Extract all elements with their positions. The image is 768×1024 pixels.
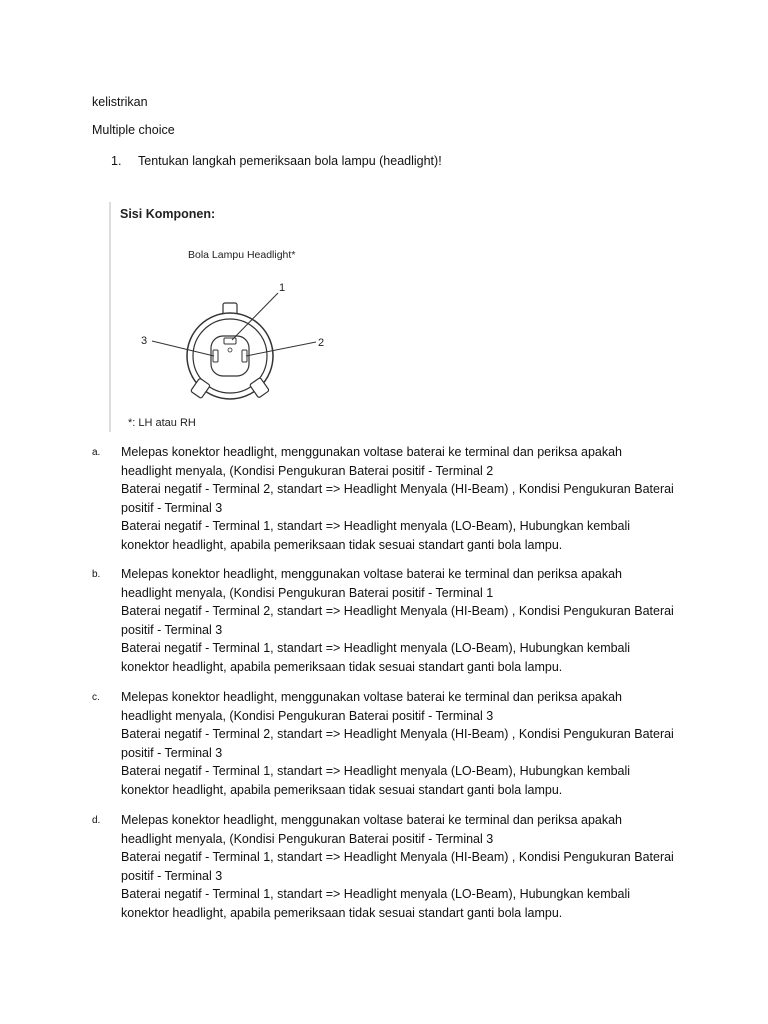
option-letter: a. — [92, 447, 101, 458]
option-text — [121, 811, 691, 922]
option-line: Baterai negatif - Terminal 2, standart => Headlight Menyala (HI-Beam) , Kondisi Pengukuran Baterai — [121, 604, 674, 618]
option-line: konektor headlight, apabila pemeriksaan tidak sesuai standart ganti bola lampu. — [121, 905, 563, 920]
option-line: Baterai negatif - Terminal 2, standart => Headlight Menyala (HI-Beam) , Kondisi Pengukuran Baterai — [121, 727, 674, 741]
option-letter: c. — [92, 692, 100, 703]
option-line: headlight menyala, (Kondisi Pengukuran Baterai positif - Terminal 3 — [121, 831, 494, 846]
callout-label-1: 1 — [279, 282, 286, 294]
option-line: Baterai negatif - Terminal 1, standart => Headlight Menyala (HI-Beam) , Kondisi Pengukuran Baterai — [121, 850, 674, 864]
callout-label-2: 2 — [318, 337, 325, 349]
option-text — [121, 688, 691, 799]
option-line: Melepas konektor headlight, menggunakan voltase baterai ke terminal dan periksa apakah — [121, 690, 623, 704]
option-line: konektor headlight, apabila pemeriksaan tidak sesuai standart ganti bola lampu. — [121, 659, 563, 674]
bulb-part-label: Bola Lampu Headlight* — [188, 249, 296, 261]
headlight-bulb-diagram — [108, 200, 338, 432]
option-line: Melepas konektor headlight, menggunakan voltase baterai ke terminal dan periksa apakah — [121, 567, 623, 581]
option-line: positif - Terminal 3 — [121, 500, 223, 515]
terminal-1 — [224, 338, 236, 344]
option-line: headlight menyala, (Kondisi Pengukuran Baterai positif - Terminal 3 — [121, 708, 494, 723]
option-text — [121, 565, 691, 676]
option-line: Baterai negatif - Terminal 1, standart => Headlight menyala (LO-Beam), Hubungkan kembali — [121, 641, 631, 655]
option-line: Baterai negatif - Terminal 1, standart => Headlight menyala (LO-Beam), Hubungkan kembali — [121, 887, 631, 901]
option-line: Melepas konektor headlight, menggunakan voltase baterai ke terminal dan periksa apakah — [121, 445, 623, 459]
option-line: Baterai negatif - Terminal 1, standart => Headlight menyala (LO-Beam), Hubungkan kembali — [121, 764, 631, 778]
option-line: Baterai negatif - Terminal 2, standart => Headlight Menyala (HI-Beam) , Kondisi Pengukuran Baterai — [121, 482, 674, 496]
option-letter: d. — [92, 815, 101, 826]
headlight-bulb-figure — [108, 200, 338, 432]
option-line: positif - Terminal 3 — [121, 622, 223, 637]
option-line: Baterai negatif - Terminal 1, standart => Headlight menyala (LO-Beam), Hubungkan kembali — [121, 519, 631, 533]
option-line: headlight menyala, (Kondisi Pengukuran Baterai positif - Terminal 2 — [121, 463, 494, 478]
callout-label-3: 3 — [141, 335, 148, 347]
option-line: Melepas konektor headlight, menggunakan voltase baterai ke terminal dan periksa apakah — [121, 813, 623, 827]
option-letter: b. — [92, 569, 101, 580]
figure-title: Sisi Komponen: — [120, 207, 216, 221]
figure-footnote: *: LH atau RH — [128, 417, 196, 429]
option-line: positif - Terminal 3 — [121, 868, 223, 883]
option-line: konektor headlight, apabila pemeriksaan tidak sesuai standart ganti bola lampu. — [121, 537, 563, 552]
question-text: Tentukan langkah pemeriksaan bola lampu (headlight)! — [138, 154, 442, 168]
option-line: positif - Terminal 3 — [121, 745, 223, 760]
option-text — [121, 443, 691, 554]
question-number: 1. — [111, 154, 122, 168]
option-line: headlight menyala, (Kondisi Pengukuran Baterai positif - Terminal 1 — [121, 585, 494, 600]
category-heading: kelistrikan — [92, 95, 148, 109]
option-line: konektor headlight, apabila pemeriksaan tidak sesuai standart ganti bola lampu. — [121, 782, 563, 797]
question-type-heading: Multiple choice — [92, 123, 175, 137]
